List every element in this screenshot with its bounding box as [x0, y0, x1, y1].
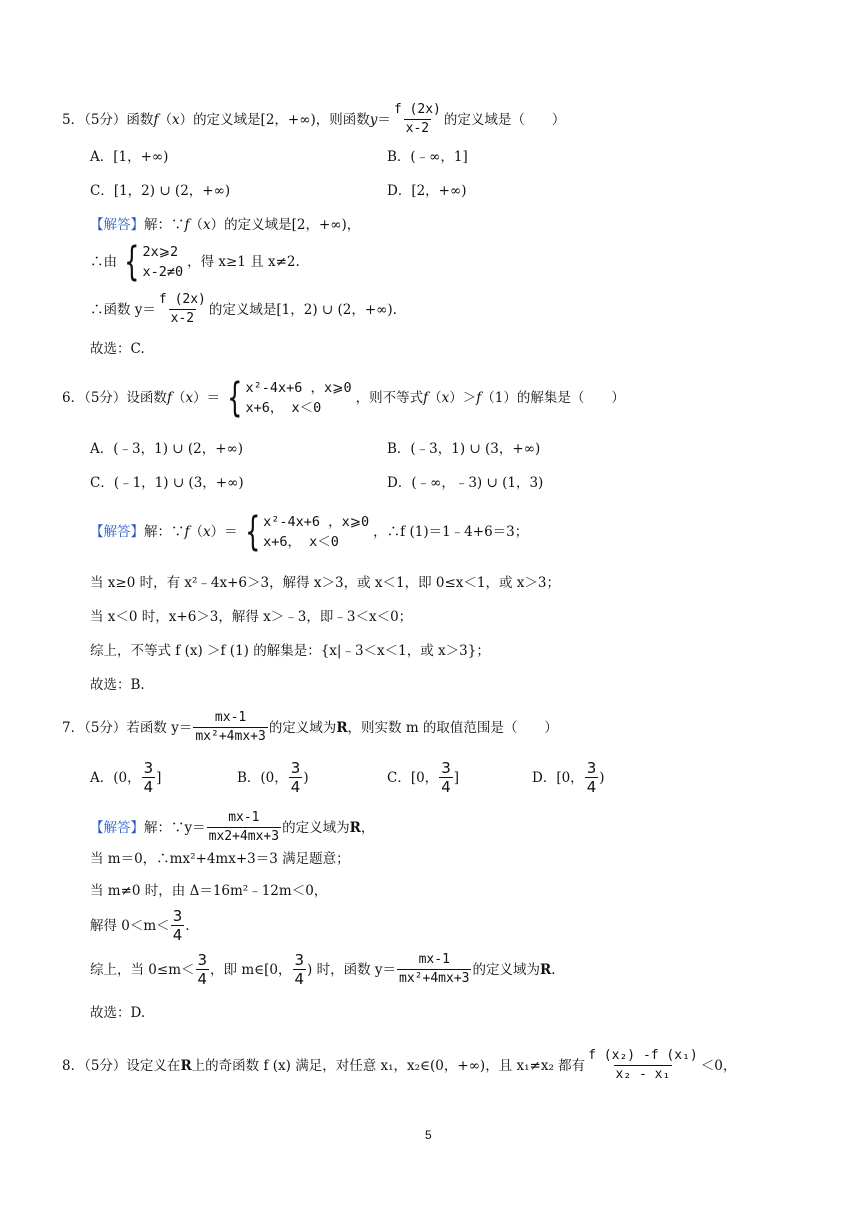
- q7-opt-b-pre: B．(0，: [237, 769, 288, 786]
- q5-sol3b: 的定义域是[1，2) ∪ (2，+∞).: [208, 301, 397, 318]
- q6-fx: f（x）＝: [166, 390, 221, 406]
- q6-stem: [62, 376, 625, 420]
- q7-sol5-frac3: [397, 952, 471, 987]
- q7-choose: 故选：D.: [90, 1005, 146, 1021]
- q7-option-a: [90, 760, 161, 795]
- q5-stem: [62, 102, 565, 137]
- q5-sys-row2: x-2≠0: [142, 264, 184, 280]
- q6-sys-row2: x+6， x＜0: [245, 400, 322, 416]
- q6-option-b: B．(﹣3，1) ∪ (3，+∞): [387, 441, 541, 457]
- frac-num: mx-1: [418, 952, 450, 967]
- q7-frac-num: mx-1: [214, 710, 247, 725]
- q6-stem-c: 的解集是（ ）: [516, 390, 625, 406]
- q7-option-b: [237, 760, 309, 795]
- q5-sol1: 解：∵: [144, 217, 185, 233]
- q5-solution-line2: [90, 240, 300, 284]
- q7-stem-R: R: [336, 719, 348, 736]
- q7-sol5: [90, 952, 556, 987]
- frac-den: 4: [294, 970, 305, 988]
- frac-num: 3: [143, 759, 154, 777]
- q5-solution-line3: [90, 292, 397, 327]
- frac-num: 3: [197, 951, 208, 969]
- q7-opt-d-post: ): [599, 769, 605, 786]
- q7-opt-a-pre: A．(0，: [90, 769, 141, 786]
- q5-sol1-fx: f（x）: [184, 217, 225, 233]
- page-number: 5: [425, 1128, 432, 1142]
- q6-option-c: C．(﹣1，1) ∪ (3，+∞): [90, 475, 244, 491]
- q7-opt-c-pre: C．[0，: [387, 769, 439, 786]
- q5-stem-c: 的定义域是（ ）: [443, 111, 566, 128]
- q5-x: （x）: [158, 111, 194, 128]
- q5-option-d: D．[2，+∞): [387, 183, 467, 199]
- q5-option-a: A．[1，+∞): [90, 149, 169, 165]
- frac-den: 4: [197, 970, 208, 988]
- q7-sol5c: ) 时，函数 y＝: [307, 961, 397, 978]
- frac-den: 4: [143, 778, 154, 796]
- q7-stem-a: 7．（5分）若函数 y＝: [62, 719, 193, 736]
- q7-sol3: 当 m≠0 时，由 Δ＝16m²﹣12m＜0，: [90, 883, 328, 899]
- q6-sol-sys-row1: x²-4x+6 ，x⩾0: [263, 514, 370, 530]
- q6-ineq: f（x）＞f（1）: [423, 390, 517, 406]
- q6-sol-sys-row2: x+6， x＜0: [263, 534, 339, 550]
- answer-label: 【解答】: [90, 217, 144, 233]
- q7-sol5-R: R: [539, 961, 552, 978]
- q8-stem-c: ＜0，: [700, 1057, 737, 1074]
- q6-solution-line1: [90, 510, 528, 554]
- q5-sol3a: ∴函数 y＝: [90, 301, 156, 318]
- q7-frac-den: mx²+4mx+3: [195, 729, 266, 744]
- q7-sol1b: 的定义域为: [282, 819, 350, 836]
- q7-sol4: [90, 908, 190, 943]
- q7-sol5d: 的定义域为: [472, 961, 540, 978]
- q5-sol-fraction: [157, 292, 208, 327]
- q6-stem-a: 6．（5分）设函数: [62, 390, 167, 406]
- q6-sys-row1: x²-4x+6 ，x⩾0: [245, 380, 352, 396]
- frac-num: 3: [586, 759, 597, 777]
- q7-opt-b-post: ): [303, 769, 309, 786]
- q5-sys-row1: 2x⩾2: [142, 244, 179, 260]
- answer-label: 【解答】: [90, 819, 144, 836]
- frac-den: 4: [586, 778, 597, 796]
- q5-sol2b: ，得 x≥1 且 x≠2.: [187, 254, 300, 270]
- q5-fraction: [392, 102, 443, 137]
- q8-frac-den: x₂ - x₁: [615, 1067, 671, 1082]
- q7-stem-c: ，则实数 m 的取值范围是（ ）: [347, 719, 558, 736]
- q5-system: [119, 239, 184, 285]
- q7-sol-frac-num: mx-1: [228, 810, 260, 825]
- q6-sol1b: ，∴f (1)＝1﹣4+6＝3；: [373, 524, 529, 540]
- q7-opt-a-frac: [142, 760, 156, 795]
- q5-choose: 故选：C.: [90, 341, 145, 357]
- q6-option-d: D．(﹣∞，﹣3) ∪ (1，3): [387, 475, 544, 491]
- brace-icon: {: [227, 375, 243, 421]
- q7-option-c: [387, 760, 459, 795]
- q7-sol-frac-den: mx2+4mx+3: [208, 829, 280, 844]
- q6-system: [222, 375, 352, 421]
- q8-stem-b: 上的奇函数 f (x) 满足，对任意 x₁，x₂∈(0，+∞)，且 x₁≠x₂ 都有: [191, 1057, 586, 1074]
- q7-opt-c-post: ]: [453, 769, 460, 786]
- q8-stem-a: 8．（5分）设定义在: [62, 1057, 181, 1074]
- q6-option-a: A．(﹣3，1) ∪ (2，+∞): [90, 441, 244, 457]
- q7-solution-line1: [90, 810, 374, 845]
- q7-option-d: [532, 760, 605, 795]
- q6-choose: 故选：B.: [90, 677, 145, 693]
- q7-sol5-frac2: [293, 952, 307, 987]
- q7-opt-b-frac: [289, 760, 303, 795]
- frac-den: 4: [172, 926, 183, 944]
- q6-sol2: 当 x≥0 时，有 x²﹣4x+6＞3，解得 x＞3，或 x＜1，即 0≤x＜1，或 x＞3；: [90, 575, 560, 591]
- q5-sol-frac-num: f (2x): [158, 292, 206, 307]
- q8-stem: [62, 1048, 736, 1083]
- q7-opt-c-frac: [439, 760, 453, 795]
- q5-stem-b: 的定义域是[2，+∞)，则函数: [193, 111, 370, 128]
- q7-sol4-frac: [171, 908, 185, 943]
- q7-sol4b: .: [185, 917, 190, 934]
- q6-sol-system: [240, 509, 370, 555]
- q7-sol1a: 解：∵y＝: [144, 819, 206, 836]
- q5-frac-num: f (2x): [393, 102, 441, 117]
- q6-sol4: 综上，不等式 f (x) ＞f (1) 的解集是：{x|﹣3＜x＜1，或 x＞3}；: [90, 643, 490, 659]
- brace-icon: {: [244, 509, 260, 555]
- brace-icon: {: [124, 239, 140, 285]
- q5-sol1b: 的定义域是[2，+∞)，: [224, 217, 361, 233]
- q8-frac-num: f (x₂) -f (x₁): [588, 1048, 698, 1063]
- answer-label: 【解答】: [90, 524, 144, 540]
- q5-option-c: C．[1，2) ∪ (2，+∞): [90, 183, 231, 199]
- frac-den: mx²+4mx+3: [399, 971, 470, 986]
- q7-opt-d-pre: D．[0，: [532, 769, 584, 786]
- q6-sol-fx: f（x）＝: [184, 524, 238, 540]
- q5-option-b: B．(﹣∞，1]: [387, 149, 468, 165]
- q5-sol-frac-den: x-2: [170, 311, 195, 326]
- frac-num: 3: [290, 759, 301, 777]
- q7-sol4a: 解得 0＜m＜: [90, 917, 170, 934]
- frac-num: 3: [441, 759, 451, 777]
- q6-stem-b: ，则不等式: [355, 390, 424, 406]
- q7-stem: [62, 710, 558, 745]
- frac-num: 3: [172, 907, 183, 925]
- q5-eq: ＝: [377, 111, 391, 128]
- q8-fraction: [586, 1048, 700, 1083]
- q5-y: y: [369, 111, 378, 128]
- q7-sol5-frac1: [196, 952, 210, 987]
- frac-num: 3: [294, 951, 305, 969]
- q5-solution-line1: [90, 216, 360, 234]
- q5-sol2a: ∴由: [90, 254, 117, 270]
- frac-den: 4: [441, 778, 451, 796]
- q6-sol1a: 解：∵: [144, 524, 185, 540]
- q5-fx: f: [153, 111, 159, 128]
- q7-sol2: 当 m＝0，∴mx²+4mx+3＝3 满足题意；: [90, 851, 350, 867]
- q7-sol-R: R: [349, 819, 361, 836]
- q6-sol3: 当 x＜0 时，x+6＞3，解得 x＞﹣3，即﹣3＜x＜0；: [90, 609, 413, 625]
- q5-stem-a: 5．（5分）函数: [62, 111, 154, 128]
- q5-frac-den: x-2: [405, 121, 430, 136]
- q7-opt-d-frac: [585, 760, 599, 795]
- q7-fraction: [193, 710, 267, 745]
- q7-sol-fraction: [207, 810, 281, 845]
- q8-stem-R: R: [180, 1057, 192, 1074]
- q7-sol5e: .: [551, 961, 556, 978]
- frac-den: 4: [290, 778, 301, 796]
- q7-sol5a: 综上，当 0≤m＜: [90, 961, 195, 978]
- comma: ，: [360, 819, 375, 836]
- q7-stem-b: 的定义域为: [268, 719, 337, 736]
- q7-opt-a-post: ]: [156, 769, 162, 786]
- q7-sol5b: ，即 m∈[0，: [210, 961, 292, 978]
